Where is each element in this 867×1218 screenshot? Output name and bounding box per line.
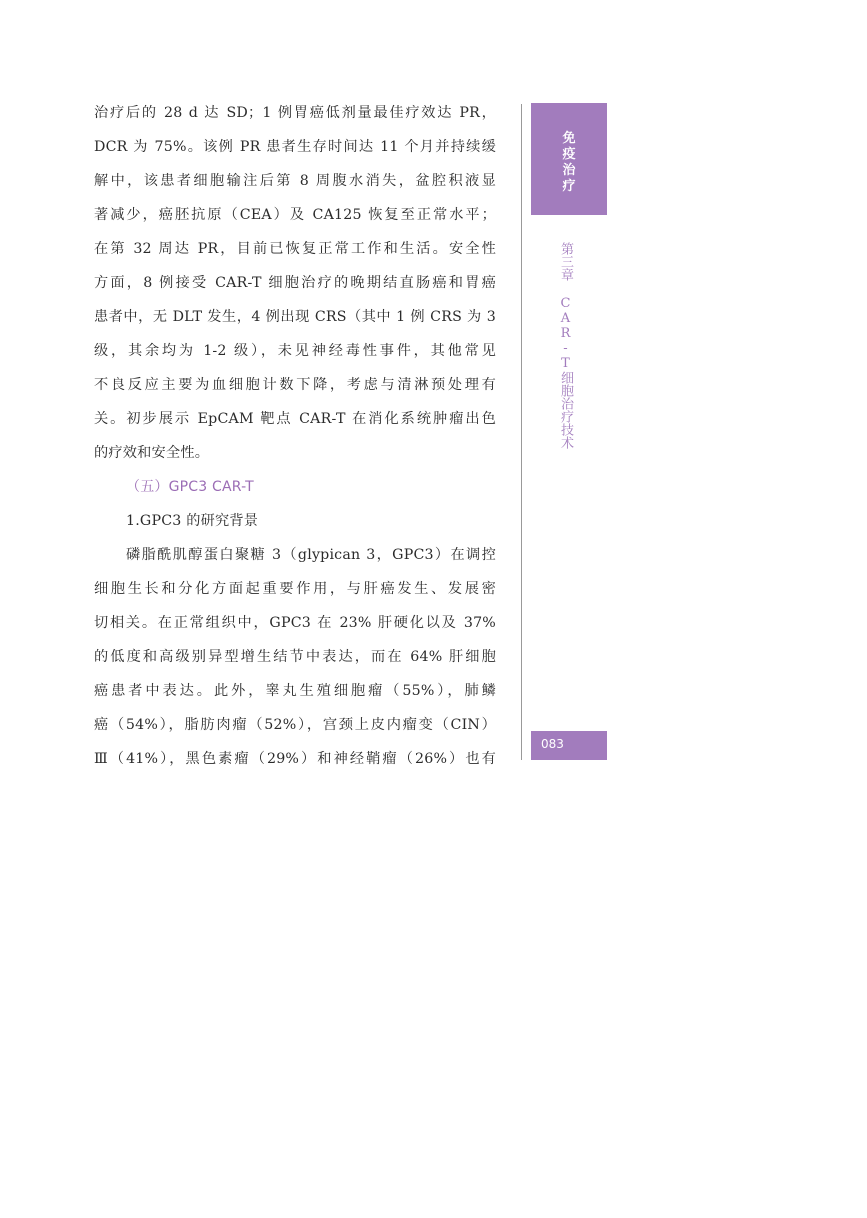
text-line: 的疗效和安全性。 <box>94 445 210 461</box>
text-line: 解中，该患者细胞输注后第 8 周腹水消失，盆腔积液显 <box>94 173 496 189</box>
chapter-title: 第三章 CAR-T细胞治疗技术 <box>558 242 573 449</box>
text-line: 在第 32 周达 PR，目前已恢复正常工作和生活。安全性 <box>94 241 496 257</box>
text-line: 方面，8 例接受 CAR-T 细胞治疗的晚期结直肠癌和胃癌 <box>94 275 496 291</box>
text-line: 级，其余均为 1-2 级），未见神经毒性事件，其他常见 <box>94 343 496 359</box>
page-number: 083 <box>541 737 564 751</box>
text-line: 患者中，无 DLT 发生，4 例出现 CRS（其中 1 例 CRS 为 3 <box>94 309 496 325</box>
section-heading: （五）GPC3 CAR-T <box>126 479 254 495</box>
text-line: 不良反应主要为血细胞计数下降，考虑与清淋预处理有 <box>94 377 496 393</box>
text-line: Ⅲ（41%），黑色素瘤（29%）和神经鞘瘤（26%）也有 <box>94 751 496 767</box>
text-line: 著减少，癌胚抗原（CEA）及 CA125 恢复至正常水平； <box>94 207 496 223</box>
body-text <box>94 96 496 776</box>
text-line: 癌患者中表达。此外，睾丸生殖细胞瘤（55%），肺鳞 <box>94 683 496 699</box>
text-line: DCR 为 75%。该例 PR 患者生存时间达 11 个月并持续缓 <box>94 139 496 155</box>
text-line: 癌（54%），脂肪肉瘤（52%），宫颈上皮内瘤变（CIN） <box>94 717 496 733</box>
page-number-box <box>531 731 607 760</box>
text-line: 切相关。在正常组织中，GPC3 在 23% 肝硬化以及 37% <box>94 615 496 631</box>
text-line: 的低度和高级别异型增生结节中表达，而在 64% 肝细胞 <box>94 649 496 665</box>
margin-divider <box>521 104 522 760</box>
section-tab <box>531 103 607 215</box>
section-tab-label: 免疫治疗 <box>562 131 576 194</box>
text-line: 治疗后的 28 d 达 SD；1 例胃癌低剂量最佳疗效达 PR， <box>94 105 496 121</box>
text-line: 关。初步展示 EpCAM 靶点 CAR-T 在消化系统肿瘤出色 <box>94 411 496 427</box>
text-line: 磷脂酰肌醇蛋白聚糖 3（glypican 3，GPC3）在调控 <box>126 547 496 563</box>
subsection-heading: 1.GPC3 的研究背景 <box>126 513 259 529</box>
text-line: 细胞生长和分化方面起重要作用，与肝癌发生、发展密 <box>94 581 496 597</box>
